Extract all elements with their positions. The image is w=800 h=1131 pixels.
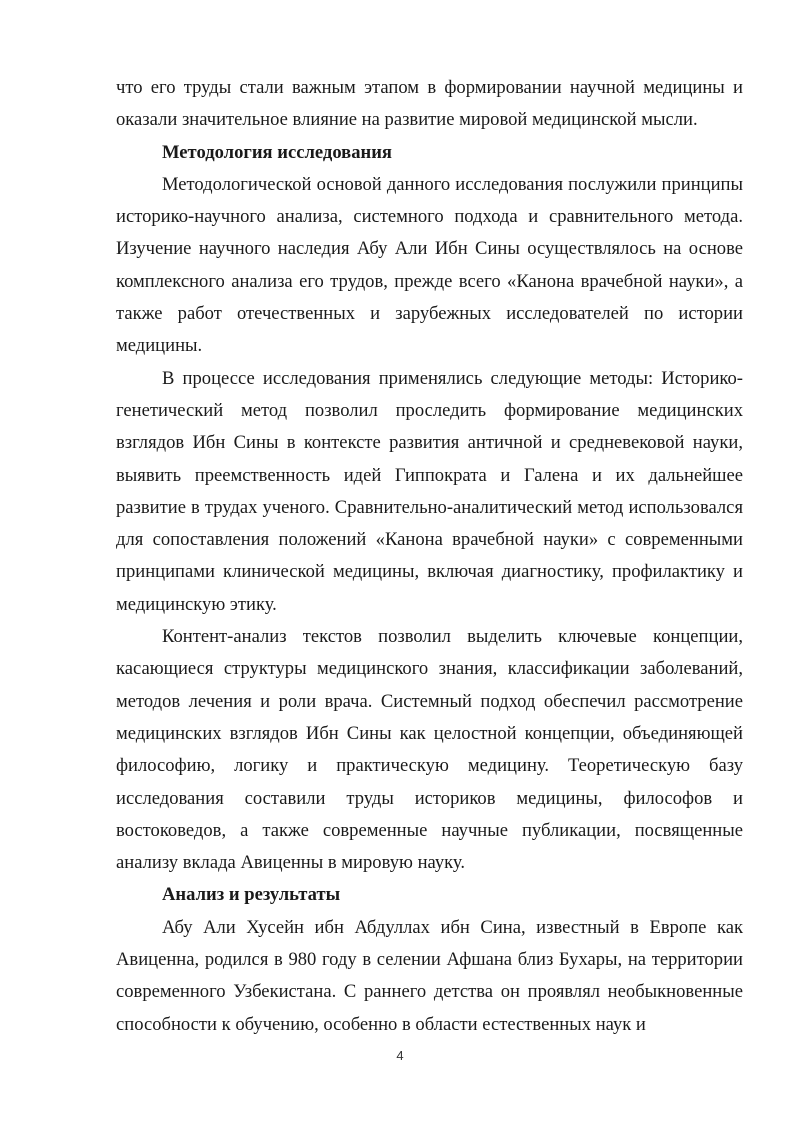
paragraph-methodology-1: Методологической основой данного исследования послужили принципы историко-научного анализа, системного подхода и сравнительного метода. Изучение научного наследия Абу Али Ибн Сины осуществлялось на основе комплексного анализа его трудов, прежде всего «Канона врачебной науки», а также работ отечественных и зарубежных исследователей по истории медицины. — [116, 173, 743, 357]
paragraph-methodology-3: Контент-анализ текстов позволил выделить ключевые концепции, касающиеся структуры медицинского знания, классификации заболеваний, методов лечения и роли врача. Системный подход обеспечил рассмотрение медицинских взглядов Ибн Сины как целостной концепции, объединяющей философию, логику и практическую медицину. Теоретическую базу исследования составили труды историков медицины, философов и востоковедов, а также современные научные публикации, посвященные анализу вклада Авиценны в мировую науку. — [116, 626, 743, 874]
paragraph-intro-continued: что его труды стали важным этапом в формировании научной медицины и оказали значительное влияние на развитие мировой медицинской мысли. — [116, 77, 743, 131]
page-number: 4 — [396, 1048, 404, 1063]
section-heading-results: Анализ и результаты — [162, 884, 341, 906]
paragraph-results-1: Абу Али Хусейн ибн Абдуллах ибн Сина, известный в Европе как Авиценна, родился в 980 году в селении Афшана близ Бухары, на территории современного Узбекистана. С раннего детства он проявлял необыкновенные способности к обучению, особенно в области естественных наук и — [116, 916, 743, 1035]
paragraph-methodology-2: В процессе исследования применялись следующие методы: Историко-генетический метод позволил проследить формирование медицинских взглядов Ибн Сины в контексте развития античной и средневековой науки, выявить преемственность идей Гиппократа и Галена и их дальнейшее развитие в трудах ученого. Сравнительно-аналитический метод использовался для сопоставления положений «Канона врачебной науки» с современными принципами клинической медицины, включая диагностику, профилактику и медицинскую этику. — [116, 367, 743, 615]
document-page — [116, 72, 743, 1041]
section-heading-methodology: Методология исследования — [162, 141, 392, 163]
